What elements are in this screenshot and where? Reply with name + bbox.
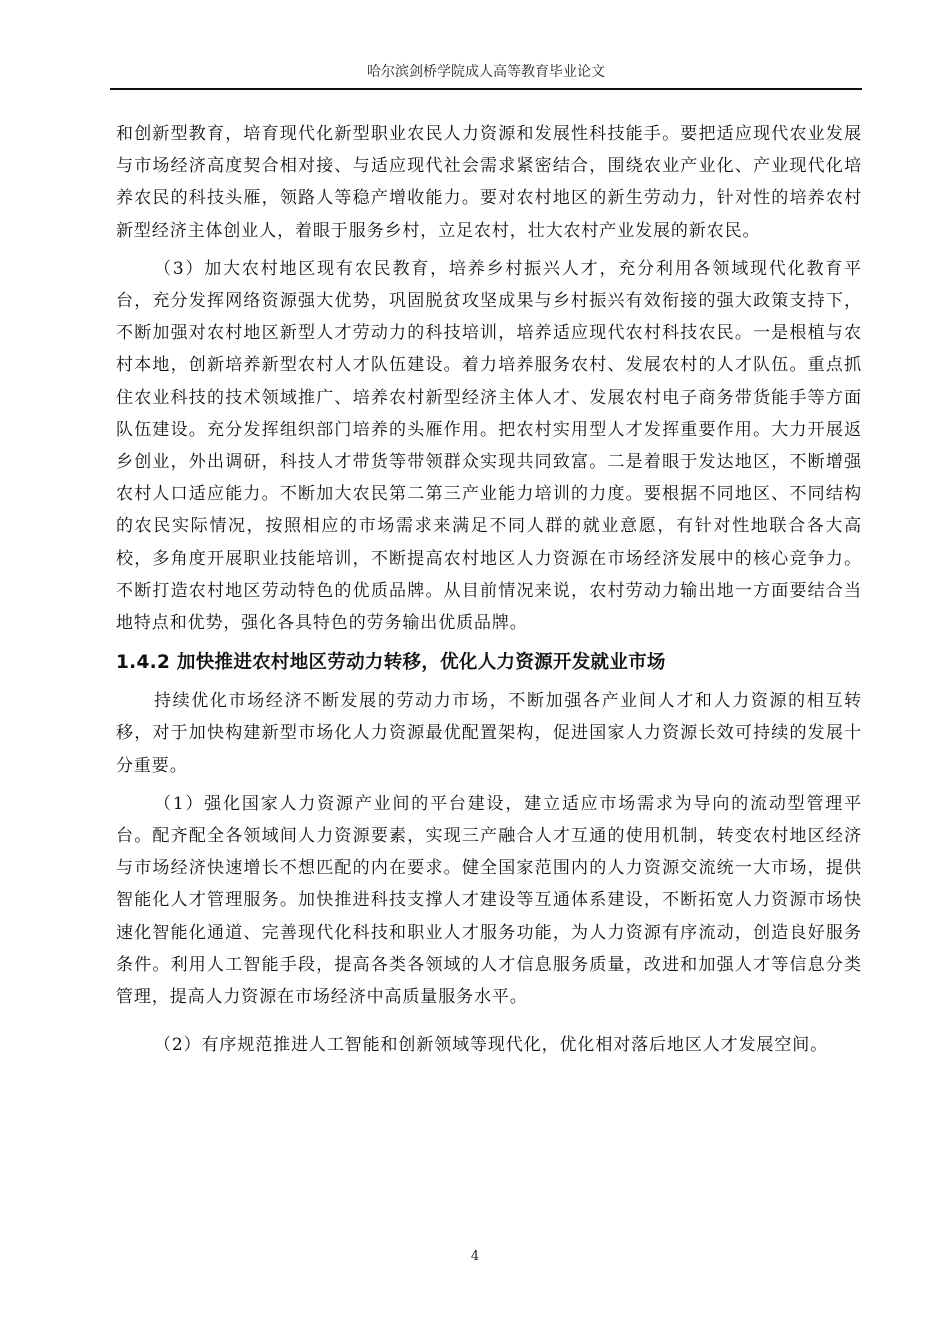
- paragraph-5: （2）有序规范推进人工智能和创新领域等现代化，优化相对落后地区人才发展空间。: [154, 1035, 829, 1056]
- section-heading-1-4-2: 1.4.2 加快推进农村地区劳动力转移，优化人力资源开发就业市场: [116, 652, 666, 674]
- header-rule: [110, 88, 862, 90]
- paragraph-1: 和创新型教育，培育现代化新型职业农民人力资源和发展性科技能手。要把适应现代农业发展与市场经济高度契合相对接、与适应现代社会需求紧密结合，围绕农业产业化、产业现代化培养农民的科技头雁，领路人等稳产增收能力。要对农村地区的新生劳动力，针对性的培养农村新型经济主体创业人，着眼于服务乡村，立足农村，壮大农村产业发展的新农民。: [116, 124, 862, 241]
- page-header: 哈尔滨剑桥学院成人高等教育毕业论文: [367, 64, 605, 80]
- page-body: [116, 118, 862, 1061]
- paragraph-3: 持续优化市场经济不断发展的劳动力市场，不断加强各产业间人才和人力资源的相互转移，对于加快构建新型市场化人力资源最优配置架构，促进国家人力资源长效可持续的发展十分重要。: [116, 691, 862, 776]
- paragraph-4: （1）强化国家人力资源产业间的平台建设，建立适应市场需求为导向的流动型管理平台。配齐配全各领域间人力资源要素，实现三产融合人才互通的使用机制，转变农村地区经济与市场经济快速增长不想匹配的内在要求。健全国家范围内的人力资源交流统一大市场，提供智能化人才管理服务。加快推进科技支撑人才建设等互通体系建设，不断拓宽人力资源市场快速化智能化通道、完善现代化科技和职业人才服务功能，为人力资源有序流动，创造良好服务条件。利用人工智能手段，提高各类各领域的人才信息服务质量，改进和加强人才等信息分类管理，提高人力资源在市场经济中高质量服务水平。: [116, 793, 862, 1008]
- paragraph-2: （3）加大农村地区现有农民教育，培养乡村振兴人才，充分利用各领域现代化教育平台，充分发挥网络资源强大优势，巩固脱贫攻坚成果与乡村振兴有效衔接的强大政策支持下，不断加强对农村地区新型人才劳动力的科技培训，培养适应现代农村科技农民。一是根植与农村本地，创新培养新型农村人才队伍建设。着力培养服务农村、发展农村的人才队伍。重点抓住农业科技的技术领域推广、培养农村新型经济主体人才、发展农村电子商务带货能手等方面队伍建设。充分发挥组织部门培养的头雁作用。把农村实用型人才发挥重要作用。大力开展返乡创业，外出调研，科技人才带货等带领群众实现共同致富。二是着眼于发达地区，不断增强农村人口适应能力。不断加大农民第二第三产业能力培训的力度。要根据不同地区、不同结构的农民实际情况，按照相应的市场需求来满足不同人群的就业意愿，有针对性地联合各大高校，多角度开展职业技能培训，不断提高农村地区人力资源在市场经济发展中的核心竞争力。不断打造农村地区劳动特色的优质品牌。从目前情况来说，农村劳动力输出地一方面要结合当地特点和优势，强化各具特色的劳务输出优质品牌。: [116, 258, 862, 634]
- page-number: 4: [470, 1249, 480, 1264]
